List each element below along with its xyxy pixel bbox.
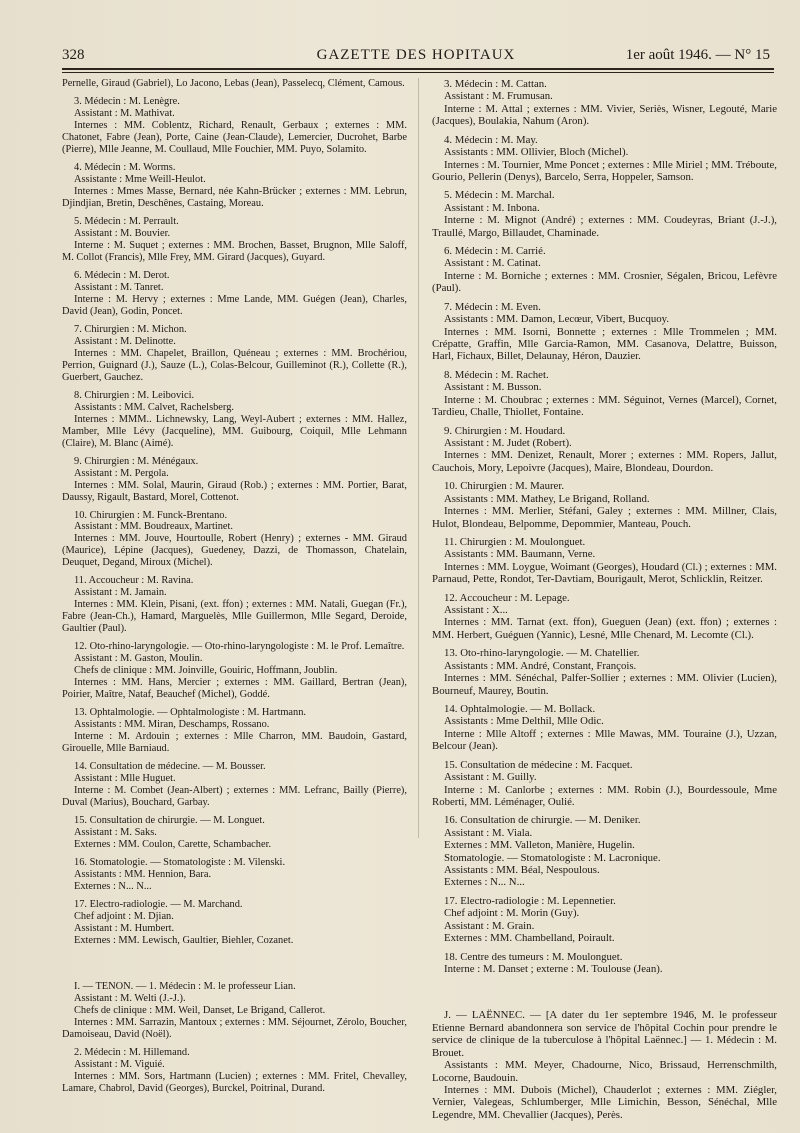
paragraph: 18. Centre des tumeurs : M. Moulonguet. <box>444 950 623 963</box>
paragraph: 13. Oto-rhino-laryngologie. — M. Chatellier. <box>444 647 640 660</box>
paragraph: 5. Médecin : M. Marchal. <box>444 189 555 202</box>
paragraph: Externes : MM. Lewisch, Gaultier, Biehler, Cozanet. <box>74 935 294 946</box>
paragraph: 3. Médecin : M. Cattan. <box>444 78 547 90</box>
paragraph: 8. Médecin : M. Rachet. <box>444 368 549 381</box>
paragraph: 13. Ophtalmologie. — Ophtalmologiste : M. Hartmann. <box>74 707 307 719</box>
paragraph: Internes : MMM.. Lichnewsky, Lang, Weyl-Aubert ; externes : MM. Hallez, Mamber, Mlle Lévy (Jacqueline), MM. Guibourg, Coiquil, Mlle Lehmann (Claire), M. Blanc (Aimé). <box>62 413 407 449</box>
paragraph: Assistant : M. Guilly. <box>444 771 537 784</box>
paragraph: Assistants : MM. André, Constant, François. <box>444 659 637 672</box>
paragraph: Assistant : M. Welti (J.-J.). <box>74 992 186 1004</box>
paragraph: Internes : MM. Sors, Hartmann (Lucien) ; externes : MM. Fritel, Chevalley, Lamare, Chabrol, David (Georges), Burckel, Poitrinal, Durand. <box>62 1070 407 1094</box>
paragraph: 9. Chirurgien : M. Houdard. <box>444 424 566 437</box>
paragraph: Internes : MM. Tarnat (ext. ffon), Gueguen (Jean) (ext. ffon) ; externes : MM. Herbert, Guéguen (Yannic), Lesné, Mlle Chenard, M. Lecomte (Cl.). <box>432 616 777 641</box>
paragraph: 15. Consultation de médecine : M. Facquet. <box>444 758 633 771</box>
paragraph: Assistant : MM. Boudreaux, Martinet. <box>74 521 234 533</box>
paragraph: Assistant : M. Grain. <box>444 919 535 932</box>
paragraph: 9. Chirurgien : M. Ménégaux. <box>74 455 199 467</box>
paragraph: 2. Médecin : M. Hillemand. <box>74 1046 190 1058</box>
paragraph: Assistant : M. Viala. <box>444 826 533 839</box>
paragraph: Assistants : MM. Damon, Lecœur, Vibert, Bucquoy. <box>444 313 670 326</box>
paragraph: Externes : MM. Valleton, Manière, Hugelin. <box>444 839 635 852</box>
paragraph: Assistant : M. Judet (Robert). <box>444 436 572 449</box>
paragraph: Interne : M. Borniche ; externes : MM. Crosnier, Ségalen, Bricou, Lefèvre (Paul). <box>432 269 777 295</box>
paragraph: Interne : M. Suquet ; externes : MM. Brochen, Basset, Brugnon, Mlle Saloff, M. Collot (Francis), Mlle Frey, MM. Girard (Jacques), Guyard. <box>62 239 407 263</box>
paragraph: Interne : Mlle Altoff ; externes : Mlle Mawas, MM. Touraine (J.), Uzzan, Belcour (Jean). <box>432 727 777 753</box>
paragraph: Interne : M. Combet (Jean-Albert) ; externes : MM. Lefranc, Bailly (Pierre), Duval (Marius), Bouchard, Garbay. <box>62 785 407 809</box>
paragraph: 10. Chirurgien : M. Funck-Brentano. <box>74 509 228 521</box>
paragraph: Assistant : M. Frumusan. <box>444 90 553 103</box>
paragraph: Pernelle, Giraud (Gabriel), Lo Jacono, Lebas (Jean), Passelecq, Clément, Camous. <box>62 78 405 89</box>
paragraph: Chefs de clinique : MM. Joinville, Gouiric, Hoffmann, Joublin. <box>74 665 338 677</box>
paragraph: Externes : N... N... <box>74 881 152 893</box>
paragraph: Assistant : M. Pergola. <box>74 467 169 479</box>
paragraph: Internes : MM. Merlier, Stéfani, Galey ; externes : MM. Millner, Clais, Hulot, Blondeau, Belpomme, Depommier, Manteau, Pouch. <box>432 505 777 530</box>
page-number: 328 <box>62 47 85 63</box>
right-column <box>432 78 777 1121</box>
paragraph: 5. Médecin : M. Perrault. <box>74 215 179 227</box>
paragraph: Assistants : MM. Meyer, Chadourne, Nico, Brissaud, Herrenschmilth, Locorne, Baudouin. <box>432 1059 777 1084</box>
paragraph: Assistant : M. Tanret. <box>74 281 164 293</box>
paragraph: 11. Accoucheur : M. Ravina. <box>74 575 194 587</box>
paragraph: Internes : MM. Jouve, Hourtoulle, Robert (Henry) ; externes - MM. Giraud (Maurice), Lépine (Jacques), Guedeney, Dazzi, de Thomasson, Chatelain, Deuquet, Degand, Miroux (Michel). <box>62 533 407 569</box>
paragraph: Interne : M. Ardouin ; externes : Mlle Charron, MM. Baudoin, Gastard, Girouelle, Mlle Barniaud. <box>62 731 407 755</box>
paragraph: 12. Oto-rhino-laryngologie. — Oto-rhino-laryngologiste : M. le Prof. Lemaître. <box>74 641 405 653</box>
issue-date: 1er août 1946. — N° 15 <box>625 47 770 63</box>
paragraph: Interne : M. Danset ; externe : M. Toulouse (Jean). <box>444 963 663 975</box>
paragraph: Assistants : Mme Delthil, Mlle Odic. <box>444 715 604 728</box>
paragraph: Assistants : MM. Miran, Deschamps, Rossano. <box>74 719 270 731</box>
page-header <box>62 47 770 67</box>
paragraph: 11. Chirurgien : M. Moulonguet. <box>444 535 586 548</box>
paragraph: Assistant : M. Viguié. <box>74 1058 165 1070</box>
paragraph: Assistant : X... <box>444 604 508 617</box>
paragraph: Internes : MM. Denizet, Renault, Morer ; externes : MM. Ropers, Jallut, Cauchois, Mory, Lepoivre (Jacques), Maire, Blondeau, Dourdon. <box>432 449 777 474</box>
paragraph: Internes : MM. Isorni, Bonnette ; externes : Mlle Trommelen ; MM. Crépatte, Graffin, Mlle Garcia-Ramon, MM. Casanova, Delattre, Buisson, Harl, Fichaux, Billet, Delaunay, Héron, Dauzier. <box>432 325 777 363</box>
paragraph: Assistants : MM. Hennion, Bara. <box>74 869 212 881</box>
paragraph: Chef adjoint : M. Morin (Guy). <box>444 907 580 920</box>
paragraph: 12. Accoucheur : M. Lepage. <box>444 591 570 604</box>
paragraph: 6. Médecin : M. Derot. <box>74 269 170 281</box>
paragraph: Internes : MM. Sénéchal, Palfer-Sollier ; externes : MM. Olivier (Lucien), Bourneuf, Maurey, Boutin. <box>432 672 777 697</box>
paragraph: Assistant : M. Jamain. <box>74 587 167 599</box>
paragraph: 7. Chirurgien : M. Michon. <box>74 323 187 335</box>
paragraph: 3. Médecin : M. Lenègre. <box>74 95 180 107</box>
paragraph: Internes : MM. Klein, Pisani, (ext. ffon) ; externes : MM. Natali, Guegan (Fr.), Fabre (Jean-Ch.), Hamard, Marguelès, Mlle Guillermon, Mlle Segard, Deroide, Gaultier (Paul). <box>62 599 407 635</box>
paragraph: Internes : MM. Coblentz, Richard, Renault, Gerbaux ; externes : MM. Chatonet, Fabre (Jean), Porte, Caine (Jean-Claude), Lemercier, Ducrohet, Barbe (Pierre), Mlle Jeanne, M. Coullaud, Mlle Fouchier, MM. Puyo, Solamito. <box>62 119 407 155</box>
journal-title: GAZETTE DES HOPITAUX <box>316 47 516 63</box>
paragraph: Chef adjoint : M. Djian. <box>74 911 174 923</box>
paragraph: 4. Médecin : M. Worms. <box>74 161 176 173</box>
paragraph: Internes : MM. Chapelet, Braillon, Quéneau ; externes : MM. Brochériou, Perrion, Guignard (J.), Sauze (L.), Colas-Belcour, Guilleminot (R.), Collette (R.), Guerbert, Gauchez. <box>62 347 407 383</box>
paragraph: Assistants : MM. Calvet, Rachelsberg. <box>74 401 234 413</box>
paragraph: Assistant : M. Delinotte. <box>74 335 176 347</box>
paragraph: 4. Médecin : M. May. <box>444 133 538 146</box>
paragraph: Interne : M. Hervy ; externes : Mme Lande, MM. Guégen (Jean), Charles, David (Jean), Godin, Poncet. <box>62 293 407 317</box>
paragraph: Assistant : M. Saks. <box>74 827 157 839</box>
paragraph: Assistant : M. Gaston, Moulin. <box>74 653 203 665</box>
left-column <box>62 78 407 1095</box>
paragraph: Assistant : M. Mathivat. <box>74 107 175 119</box>
paragraph: Internes : Mmes Masse, Bernard, née Kahn-Brücker ; externes : MM. Lebrun, Djindjian, Bretin, Deschênes, Castaing, Moreau. <box>62 185 407 209</box>
paragraph: Stomatologie. — Stomatologiste : M. Lacronique. <box>444 851 661 864</box>
paragraph: 17. Electro-radiologie : M. Lepennetier. <box>444 894 616 907</box>
paragraph: 10. Chirurgien : M. Maurer. <box>444 480 565 493</box>
paragraph: Assistant : M. Inbona. <box>444 201 540 214</box>
paragraph: 16. Stomatologie. — Stomatologiste : M. Vilenski. <box>74 857 286 869</box>
paragraph: 14. Consultation de médecine. — M. Bousser. <box>74 761 266 773</box>
paragraph: Assistants : MM. Baumann, Verne. <box>444 548 596 561</box>
section-heading-laennec: J. — LAËNNEC. — [A dater du 1er septembre 1946, M. le professeur Etienne Bernard abandonnera son service de l'hôpital Cochin pour prendre le service de clinique de la tuberculose à l'hôpital Laënnec.] — 1. Médecin : M. Brouet. <box>432 1009 777 1059</box>
paragraph: Interne : M. Mignot (André) ; externes : MM. Coudeyras, Briant (J.-J.), Traullé, Margo, Billaudet, Chaminade. <box>432 214 777 239</box>
paragraph: Assistants : MM. Béal, Nespoulous. <box>444 864 600 877</box>
paragraph: 16. Consultation de chirurgie. — M. Deniker. <box>444 814 641 827</box>
paragraph: Assistante : Mme Weill-Heulot. <box>74 173 206 185</box>
paragraph: Internes : MM. Hans, Mercier ; externes : MM. Gaillard, Bertran (Jean), Poirier, Maître, Nataf, Beauchef (Michel), Goddé. <box>62 677 407 701</box>
paragraph: 7. Médecin : M. Even. <box>444 300 541 313</box>
paragraph: Assistant : M. Bouvier. <box>74 227 171 239</box>
paragraph: Assistant : M. Busson. <box>444 381 542 394</box>
paragraph: 6. Médecin : M. Carrié. <box>444 245 546 258</box>
section-heading-tenon: I. — TENON. — 1. Médecin : M. le professeur Lian. <box>74 980 296 992</box>
paragraph: Assistants : MM. Mathey, Le Brigand, Rolland. <box>444 492 650 505</box>
column-divider <box>418 78 419 838</box>
paragraph: Interne : M. Canlorbe ; externes : MM. Robin (J.), Bourdessoule, Mme Roberti, MM. Léménager, Oulié. <box>432 783 777 808</box>
paragraph: Externes : MM. Coulon, Carette, Schambacher. <box>74 839 272 851</box>
paragraph: Assistant : M. Catinat. <box>444 257 541 270</box>
header-rule-thick <box>62 68 774 70</box>
paragraph: Assistant : Mlle Huguet. <box>74 773 176 785</box>
paragraph: Internes : MM. Sarrazin, Mantoux ; externes : MM. Séjournet, Zérolo, Boucher, Damoiseau, David (Noël). <box>62 1016 407 1040</box>
paragraph: Interne : M. Choubrac ; externes : MM. Séguinot, Vernes (Marcel), Cornet, Tardieu, Challe, Thiollet, Fontaine. <box>432 393 777 419</box>
paragraph: 17. Electro-radiologie. — M. Marchand. <box>74 899 243 911</box>
paragraph: Interne : M. Attal ; externes : MM. Vivier, Seriès, Wisner, Legouté, Marie (Jacques), Boulakia, Nahum (Aron). <box>432 102 777 128</box>
paragraph: 14. Ophtalmologie. — M. Bollack. <box>444 702 596 715</box>
paragraph: Externes : N... N... <box>444 876 525 889</box>
paragraph: Assistants : MM. Ollivier, Bloch (Michel). <box>444 146 629 159</box>
header-rule-thin <box>62 72 774 73</box>
paragraph: 15. Consultation de chirurgie. — M. Longuet. <box>74 815 265 827</box>
paragraph: Internes : MM. Loygue, Woimant (Georges), Houdard (Cl.) ; externes : MM. Parnaud, Pette, Rondot, Ter-Davtiam, Bourigault, Merot, Schlicklin, Reitzer. <box>432 560 777 586</box>
paragraph: Internes : MM. Dubois (Michel), Chauderlot ; externes : MM. Ziégler, Vernier, Valegeas, Schlumberger, Mlle Limichin, Besson, Sénéchal, Mlle Legendre, MM. Chevallier (Jacques), Perès. <box>432 1083 777 1121</box>
paragraph: Assistant : M. Humbert. <box>74 923 175 935</box>
paragraph: 8. Chirurgien : M. Leibovici. <box>74 389 195 401</box>
paragraph: Chefs de clinique : MM. Weil, Danset, Le Brigand, Callerot. <box>74 1004 326 1016</box>
paragraph: Internes : M. Tournier, Mme Poncet ; externes : Mlle Miriel ; MM. Tréboute, Gourio, Pellerin (Denys), Barcelo, Serra, Hoppeler, Samson. <box>432 158 777 183</box>
paragraph: Externes : MM. Chambelland, Poirault. <box>444 932 615 945</box>
paragraph: Internes : MM. Solal, Maurin, Giraud (Rob.) ; externes : MM. Portier, Barat, Daussy, Rigault, Bastard, Morel, Cottenot. <box>62 479 407 503</box>
